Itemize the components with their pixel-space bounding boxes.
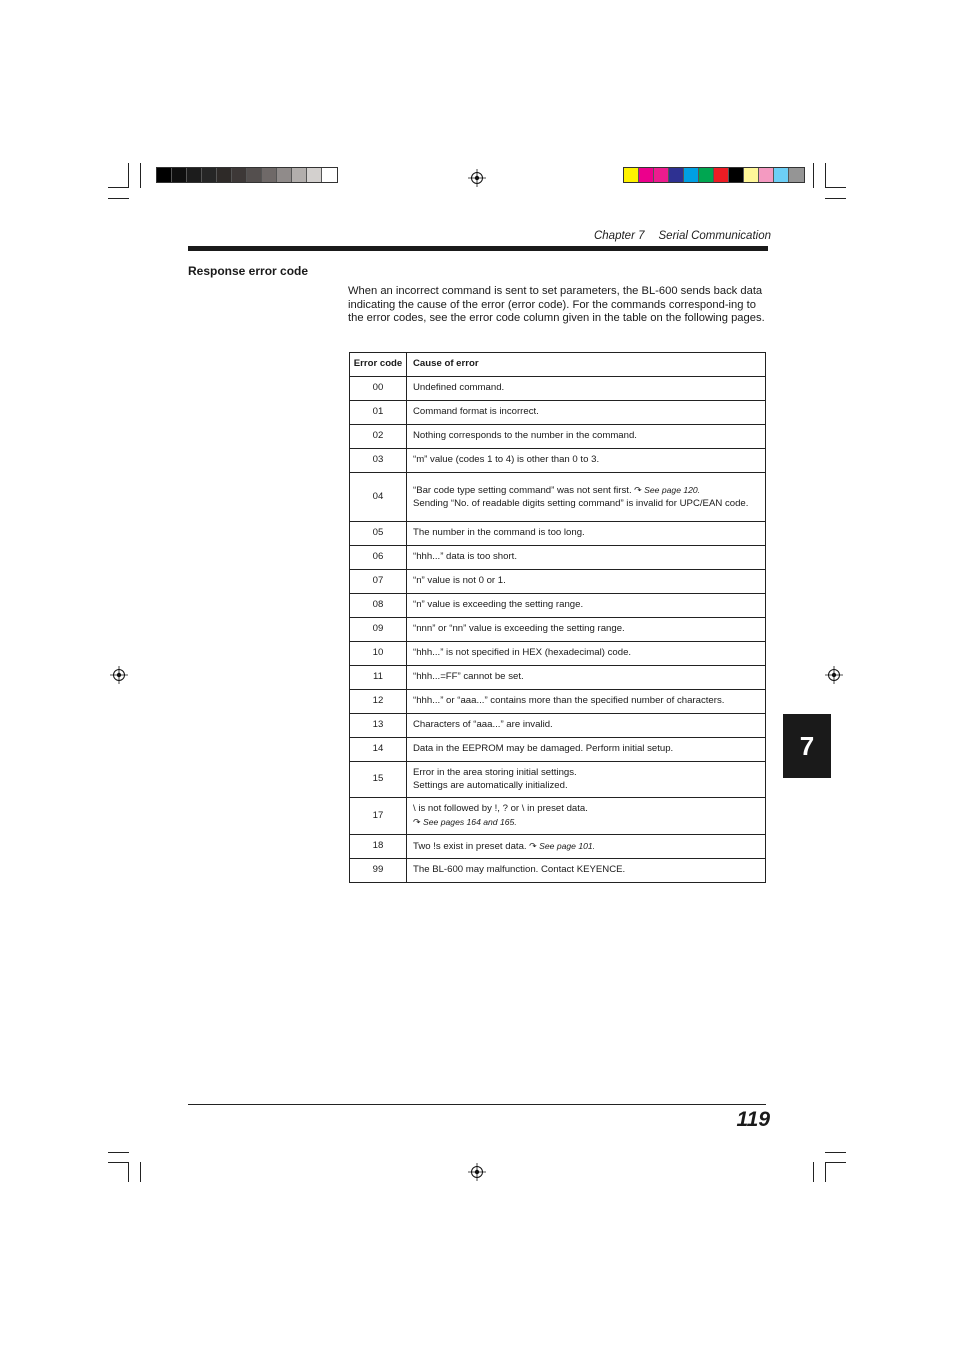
chapter-tab: 7 [783,714,831,778]
cause-text: “hhh...=FF” cannot be set. [413,671,524,683]
cause-cell [407,401,766,425]
error-code-cell: 00 [350,377,407,401]
cause-text: “m” value (codes 1 to 4) is other than 0 to 3. [413,454,600,466]
table-row [350,859,766,883]
cause-cell [407,449,766,473]
gray-swatch [172,168,187,182]
cause-cell [407,690,766,714]
error-code-cell: 02 [350,425,407,449]
cause-cell [407,666,766,690]
cause-text: The number in the command is too long. [413,527,585,539]
color-swatch [789,168,804,182]
header-chapter: Chapter 7 [593,230,645,242]
color-swatch [699,168,714,182]
color-swatch [624,168,639,182]
color-swatch [669,168,684,182]
crop-mark [108,198,129,199]
color-swatch [744,168,759,182]
crop-mark [825,1162,826,1182]
error-code-cell: 03 [350,449,407,473]
header-rule [188,246,768,251]
gray-swatch [307,168,322,182]
error-code-cell: 14 [350,738,407,762]
cause-text: \ is not followed by !, ? or \ in preset data. [413,803,588,815]
error-code-cell: 05 [350,522,407,546]
crop-mark [825,1152,846,1153]
table-row [350,798,766,835]
cause-cell [407,570,766,594]
see-reference: See page 120. [644,485,701,496]
cause-text: Error in the area storing initial settings. [413,767,577,779]
see-arrow-icon: ↷ [526,840,540,851]
crop-mark [128,1162,129,1182]
table-row [350,401,766,425]
table-row [350,642,766,666]
crop-mark [108,187,129,188]
table-row [350,425,766,449]
registration-mark-icon [110,666,128,684]
error-code-cell: 07 [350,570,407,594]
gray-swatch [247,168,262,182]
see-arrow-icon: ↷ [413,816,424,827]
table-row [350,666,766,690]
page-number: 119 [736,1108,770,1131]
see-arrow-icon: ↷ [631,485,645,496]
intro-paragraph: When an incorrect command is sent to set parameters, the BL-600 sends back data indicating the cause of the error (error code). For the commands correspond-ing to the error codes, see the error code column given in the table on the following pages. [348,285,765,325]
error-code-cell: 01 [350,401,407,425]
color-swatch [729,168,744,182]
error-code-cell: 06 [350,546,407,570]
color-swatch [759,168,774,182]
error-code-cell: 11 [350,666,407,690]
crop-mark [108,1162,129,1163]
color-swatch [774,168,789,182]
crop-mark [128,163,129,188]
cause-cell [407,377,766,401]
cause-cell [407,859,766,883]
error-code-cell: 17 [350,798,407,835]
crop-mark [813,163,814,188]
crop-mark [140,163,141,188]
color-swatch [654,168,669,182]
cause-cell [407,425,766,449]
gray-swatch [292,168,307,182]
see-reference: See pages 164 and 165. [423,816,517,827]
footer-rule [188,1104,766,1105]
table-body [350,377,766,883]
registration-mark-icon [468,169,486,187]
color-swatch [684,168,699,182]
cause-text: “Bar code type setting command” was not sent first. [413,485,632,497]
cause-text: “hhh...” data is too short. [413,551,517,563]
crop-mark [825,187,846,188]
column-header-error-code: Error code [350,353,407,377]
table-row [350,522,766,546]
gray-swatch [262,168,277,182]
crop-mark [813,1162,814,1182]
header-section: Serial Communication [658,230,771,242]
gray-swatch [217,168,232,182]
gray-swatch [157,168,172,182]
registration-mark-icon [825,666,843,684]
see-reference: See page 101. [539,840,596,851]
cause-text: “n” value is exceeding the setting range. [413,599,584,611]
table-row [350,690,766,714]
error-code-cell: 18 [350,835,407,859]
error-code-table [349,352,766,883]
running-header [560,230,771,242]
table-row [350,546,766,570]
cause-cell [407,546,766,570]
gray-swatch [232,168,247,182]
table-row [350,377,766,401]
cause-text: “hhh...” is not specified in HEX (hexadecimal) code. [413,647,632,659]
cause-text: Command format is incorrect. [413,406,539,418]
error-code-cell: 08 [350,594,407,618]
cause-cell [407,473,766,522]
error-code-cell: 09 [350,618,407,642]
cause-cell [407,714,766,738]
cause-cell [407,798,766,835]
table-row [350,618,766,642]
cause-cell [407,835,766,859]
crop-mark [825,198,846,199]
cause-text: Data in the EEPROM may be damaged. Perform initial setup. [413,743,674,755]
cause-text: Sending “No. of readable digits setting command” is invalid for UPC/EAN code. [413,497,749,509]
gray-swatch [322,168,337,182]
table-row [350,714,766,738]
cause-text: Undefined command. [413,382,505,394]
table-row [350,738,766,762]
error-code-cell: 10 [350,642,407,666]
cause-text: Two !s exist in preset data. [413,840,527,852]
table-header-row [350,353,766,377]
process-color-bar [623,167,805,183]
cause-text: Settings are automatically initialized. [413,779,568,791]
table-row [350,473,766,522]
error-code-cell: 04 [350,473,407,522]
table-row [350,570,766,594]
table-row [350,762,766,798]
table-row [350,449,766,473]
cause-cell [407,618,766,642]
crop-mark [825,163,826,188]
color-swatch [639,168,654,182]
crop-mark [108,1152,129,1153]
cause-text: “nnn” or “nn” value is exceeding the setting range. [413,623,625,635]
cause-text: Characters of “aaa...” are invalid. [413,719,553,731]
error-code-cell: 15 [350,762,407,798]
column-header-cause: Cause of error [407,353,766,377]
cause-cell [407,642,766,666]
error-code-cell: 13 [350,714,407,738]
gray-swatch [202,168,217,182]
registration-mark-icon [468,1163,486,1181]
table-row [350,594,766,618]
cause-cell [407,522,766,546]
error-code-cell: 12 [350,690,407,714]
gray-swatch [277,168,292,182]
cause-text: “hhh...” or “aaa...” contains more than the specified number of characters. [413,695,725,707]
grayscale-color-bar [156,167,338,183]
cause-cell [407,762,766,798]
table-row [350,835,766,859]
cause-cell [407,738,766,762]
error-code-cell: 99 [350,859,407,883]
crop-mark [140,1162,141,1182]
gray-swatch [187,168,202,182]
cause-text: “n” value is not 0 or 1. [413,575,506,587]
cause-text: The BL-600 may malfunction. Contact KEYENCE. [413,864,626,876]
cause-cell [407,594,766,618]
cause-text: Nothing corresponds to the number in the command. [413,430,637,442]
section-title: Response error code [188,264,309,278]
color-swatch [714,168,729,182]
crop-mark [825,1162,846,1163]
